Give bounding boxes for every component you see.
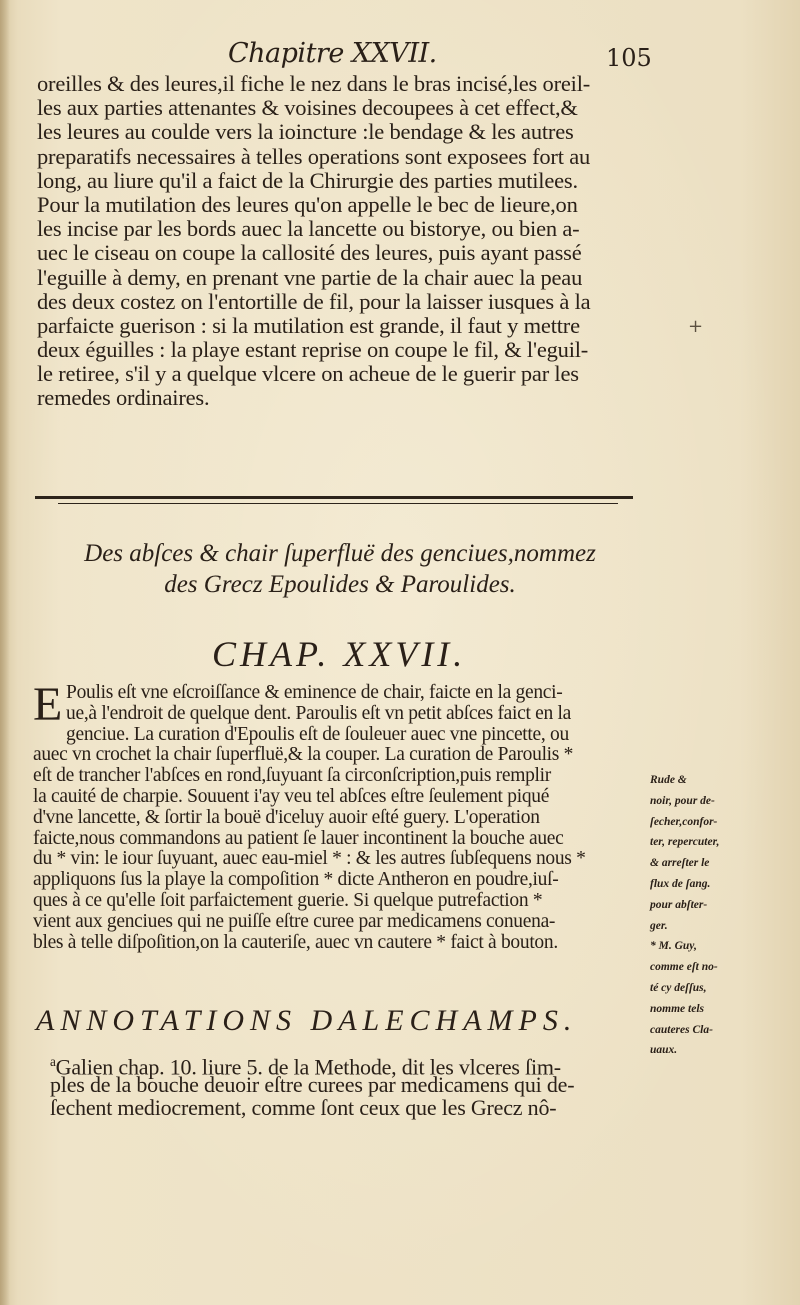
text-line: les aux parties attenantes & voisines decoupees à cet effect,&	[37, 95, 578, 121]
margin-note-line: ger.	[650, 919, 668, 932]
section-title-line: des Grecz Epoulides & Paroulides.	[164, 571, 516, 598]
text-line: d'vne lancette, & ſortir la bouë d'iceluy auoir eſté guery. L'operation	[33, 806, 540, 828]
running-head: Chapitre XXVII.	[228, 38, 437, 69]
margin-note-line: ſecher,confor-	[650, 815, 718, 828]
margin-note-line: nomme tels	[650, 1002, 704, 1015]
text-line: ſechent mediocrement, comme ſont ceux que les Grecz nô-	[50, 1095, 557, 1120]
text-line: du * vin: le iour ſuyuant, auec eau-miel * : & les autres ſubſequens nous *	[33, 848, 586, 870]
footnote-marker: a	[50, 1054, 56, 1069]
margin-note-line: té cy deſſus,	[650, 981, 707, 994]
text-line: long, au liure qu'il a faict de la Chirurgie des parties mutilees.	[37, 167, 578, 193]
text-line: preparatifs necessaires à telles operations sont exposees fort au	[37, 143, 591, 169]
text-line: eſt de trancher l'abſces en rond,ſuyuant ſa circonſcription,puis remplir	[33, 765, 551, 787]
section-rule	[35, 496, 633, 499]
text-line: les incise par les bords auec la lancette ou bistorye, ou bien a-	[37, 216, 580, 242]
section-rule-thin	[58, 503, 618, 504]
margin-note-line: * M. Guy,	[650, 940, 697, 953]
margin-note-line: cauteres Cla-	[650, 1023, 713, 1036]
text-line: auec vn crochet la chair ſuperfluë,& la couper. La curation de Paroulis *	[33, 744, 574, 766]
text-line: Poulis eſt vne eſcroiſſance & eminence de chair, faicte en la genci-	[66, 682, 563, 703]
cross-mark-icon: +	[688, 316, 704, 337]
annotations-paragraph	[50, 1050, 650, 1119]
chapter-paragraph	[33, 678, 631, 953]
text-line: parfaicte guerison : si la mutilation est grande, il faut y mettre	[37, 312, 580, 338]
text-line: la cauité de charpie. Souuent i'ay veu tel abſces eſtre ſeulement piqué	[33, 785, 550, 807]
drop-cap: E	[33, 678, 63, 731]
text-line: vient aux genciues qui ne puiſſe eſtre curee par medicamens conuena-	[33, 910, 556, 932]
chapter-heading: CHAP. XXVII.	[212, 634, 467, 674]
page-number: 105	[606, 44, 652, 72]
annotation-line-text: Galien chap. 10. liure 5. de la Methode, dit les vlceres ſim-	[55, 1054, 561, 1080]
text-line: oreilles & des leures,il fiche le nez dans le bras incisé,les oreil-	[37, 71, 591, 96]
text-line: les leures au coulde vers la ioincture :le bendage & les autres	[37, 119, 574, 145]
section-title	[60, 538, 620, 600]
margin-note-line: ter, repercuter,	[650, 836, 720, 849]
text-line: ques à ce qu'elle ſoit parfaictement guerie. Si quelque putrefaction *	[33, 889, 543, 911]
margin-note-line: noir, pour de-	[650, 794, 715, 807]
text-line: uec le ciseau on coupe la callosité des leures, puis ayant passé	[37, 240, 582, 266]
margin-note-line: pour abſter-	[650, 898, 708, 911]
text-line: bles à telle diſpoſition,on la cauteriſe, auec vn cautere * faict à bouton.	[33, 931, 558, 953]
margin-note-line: flux de ſang.	[650, 877, 711, 890]
margin-note-line: uaux.	[650, 1044, 678, 1057]
text-line: le retiree, s'il y a quelque vlcere on acheue de le guerir par les	[37, 361, 579, 387]
text-line: deux éguilles : la playe estant reprise on coupe le fil, & l'eguil-	[37, 337, 589, 363]
text-line: remedes ordinaires.	[37, 385, 210, 411]
margin-notes	[650, 770, 790, 1061]
text-line: des deux costez on l'entortille de fil, pour la laisser iusques à la	[37, 288, 591, 314]
text-line: faicte,nous commandons au patient ſe lauer incontinent la bouche auec	[33, 827, 564, 849]
text-line: appliquons ſus la playe la compoſition * dicte Antheron en poudre,iuſ-	[33, 869, 559, 891]
margin-note-line: Rude &	[650, 774, 687, 786]
text-line: Pour la mutilation des leures qu'on appelle le bec de lieure,on	[37, 191, 578, 217]
margin-note-line: comme eſt no-	[650, 961, 718, 974]
margin-note-line: & arreſter le	[650, 857, 710, 870]
annotations-heading: ANNOTATIONS DALECHAMPS.	[36, 1004, 578, 1037]
text-line	[50, 1050, 650, 1080]
text-line: genciue. La curation d'Epoulis eſt de ſouleuer auec vne pincette, ou	[66, 723, 569, 745]
text-line: l'eguille à demy, en prenant vne partie de la chair auec la peau	[37, 264, 583, 290]
body-paragraph	[37, 72, 652, 411]
text-line: ue,à l'endroit de quelque dent. Paroulis eſt vn petit abſces faict en la	[66, 702, 572, 724]
section-title-line: Des abſces & chair ſuperfluë des genciues,nommez	[84, 540, 596, 567]
binding-gutter	[0, 0, 10, 1305]
text-line: ples de la bouche deuoir eſtre curees par medicamens qui de-	[50, 1072, 575, 1097]
